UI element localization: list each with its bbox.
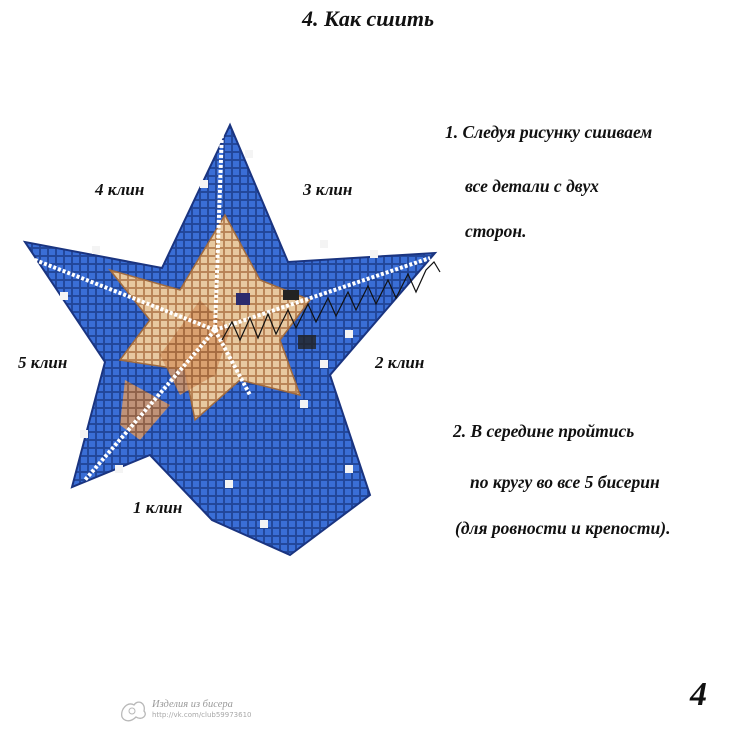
page-number: 4 [690, 676, 707, 713]
instruction-1-line-3: сторон. [465, 221, 527, 241]
instruction-2-line-1: 2. В середине пройтись [453, 421, 635, 441]
wedge-label-1: 1 клин [133, 498, 183, 517]
watermark-url: http://vk.com/club59973610 [152, 711, 252, 719]
instruction-1-line-1: 1. Следуя рисунку сшиваем [445, 122, 653, 142]
instruction-2-line-3: (для ровности и крепости). [455, 518, 671, 538]
instruction-2-line-2: по кругу во все 5 бисерин [470, 472, 660, 492]
eye-mark [236, 293, 250, 305]
watermark-title: Изделия из бисера [152, 699, 233, 710]
eye-mark [283, 290, 299, 300]
wedge-label-2: 2 клин [375, 353, 425, 372]
watermark-logo-icon [118, 697, 150, 723]
mouth-mark [298, 335, 316, 349]
instruction-1-line-2: все детали с двух [465, 176, 599, 196]
wedge-label-4: 4 клин [95, 180, 145, 199]
wedge-label-5: 5 клин [18, 353, 68, 372]
page-title: 4. Как сшить [301, 6, 435, 31]
wedge-label-3: 3 клин [303, 180, 353, 199]
